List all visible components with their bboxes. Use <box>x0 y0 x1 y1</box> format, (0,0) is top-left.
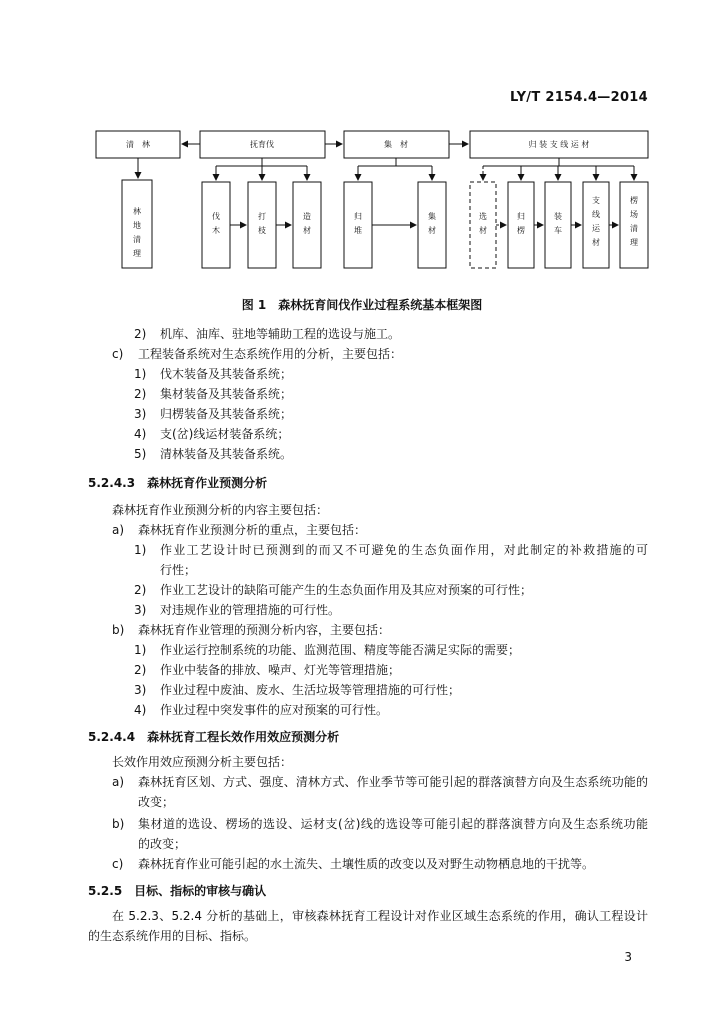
list-marker: 1) <box>134 643 147 657</box>
label-laochang-2: 场 <box>630 210 638 219</box>
label-guizhuang: 归 装 支 线 运 材 <box>528 140 590 149</box>
list-marker: 3) <box>134 407 147 421</box>
label-lindi-3: 清 <box>133 235 141 244</box>
label-fuyufa: 抚育伐 <box>250 140 274 149</box>
label-lindi-2: 地 <box>133 221 141 230</box>
list-marker: b) <box>112 623 125 637</box>
label-famu-1: 伐 <box>212 212 220 221</box>
label-zhixian-1: 支 <box>592 196 600 205</box>
list-marker: 2) <box>134 327 147 341</box>
box-zaocai <box>293 182 321 268</box>
list-item: 森林抚育作业预测分析的重点，主要包括： <box>138 523 367 537</box>
label-zhixian-2: 线 <box>592 210 600 219</box>
label-zhixian-4: 材 <box>592 238 600 247</box>
list-item: 作业过程中突发事件的应对预案的可行性。 <box>160 703 389 717</box>
box-zhuangche <box>545 182 571 268</box>
label-lindi-4: 理 <box>133 249 141 258</box>
list-item: 清林装备及其装备系统。 <box>160 447 293 461</box>
box-jicai <box>418 182 446 268</box>
label-dazhi-2: 枝 <box>258 226 266 235</box>
list-item-continuation: 改变； <box>138 795 175 809</box>
label-zhuangche-2: 车 <box>554 226 562 235</box>
list-item: 森林抚育作业可能引起的水土流失、土壤性质的改变以及对野生动物栖息地的干扰等。 <box>138 857 595 871</box>
label-zhuangche-1: 装 <box>554 212 562 221</box>
label-guidui-1: 归 <box>354 212 362 221</box>
list-item: 归楞装备及其装备系统； <box>160 407 293 421</box>
list-item-continuation: 的改变； <box>138 837 187 851</box>
list-item: 作业工艺设计时已预测到的而又不可避免的生态负面作用，对此制定的补救措施的可 <box>160 543 648 557</box>
label-laochang-1: 楞 <box>630 196 638 205</box>
list-item: 作业过程中废油、废水、生活垃圾等管理措施的可行性； <box>160 683 461 697</box>
figure-caption: 图 1 森林抚育间伐作业过程系统基本框架图 <box>241 298 483 312</box>
label-xuancai-2: 材 <box>479 226 487 235</box>
label-lindi-1: 林 <box>133 207 141 216</box>
list-marker: b) <box>112 817 125 831</box>
box-famu <box>202 182 230 268</box>
label-jicai-2: 材 <box>428 226 436 235</box>
list-marker: 5) <box>134 447 147 461</box>
list-marker: a) <box>112 775 125 789</box>
label-qinglin: 清 林 <box>126 140 150 149</box>
list-item: 森林抚育作业管理的预测分析内容，主要包括： <box>138 623 391 637</box>
label-zhixian-3: 运 <box>592 224 600 233</box>
list-item: 作业工艺设计的缺陷可能产生的生态负面作用及其应对预案的可行性； <box>160 583 533 597</box>
list-marker: 4) <box>134 703 147 717</box>
framework-diagram <box>0 0 724 290</box>
list-item: 对违规作业的管理措施的可行性。 <box>160 603 341 617</box>
list-marker: a) <box>112 523 125 537</box>
list-marker: 1) <box>134 543 147 557</box>
label-jicai-1: 集 <box>428 212 436 221</box>
list-item: 机库、油库、驻地等辅助工程的选设与施工。 <box>160 327 401 341</box>
box-guilao <box>508 182 534 268</box>
box-xuancai <box>470 182 496 268</box>
label-guilao-2: 楞 <box>517 226 525 235</box>
list-marker: 4) <box>134 427 147 441</box>
list-marker: 2) <box>134 663 147 677</box>
list-item: 作业中装备的排放、噪声、灯光等管理措施； <box>160 663 401 677</box>
list-marker: 2) <box>134 387 147 401</box>
paragraph: 森林抚育作业预测分析的内容主要包括： <box>112 503 329 517</box>
paragraph: 长效作用效应预测分析主要包括： <box>112 755 293 769</box>
label-jicai-top: 集 材 <box>384 140 408 149</box>
label-dazhi-1: 打 <box>258 212 266 221</box>
section-heading: 5.2.5 目标、指标的审核与确认 <box>88 884 267 898</box>
list-marker: 2) <box>134 583 147 597</box>
list-item: 作业运行控制系统的功能、监测范围、精度等能否满足实际的需要； <box>160 643 521 657</box>
list-item: 集材道的选设、楞场的选设、运材支(岔)线的选设等可能引起的群落演替方向及生态系统功能 <box>138 817 648 831</box>
label-zaocai-2: 材 <box>303 226 311 235</box>
list-item: 森林抚育区划、方式、强度、清林方式、作业季节等可能引起的群落演替方向及生态系统功能的 <box>138 775 648 789</box>
label-guidui-2: 堆 <box>354 226 362 235</box>
label-laochang-4: 理 <box>630 238 638 247</box>
page-number: 3 <box>624 950 632 964</box>
list-marker: 1) <box>134 367 147 381</box>
list-marker: 3) <box>134 683 147 697</box>
section-heading: 5.2.4.4 森林抚育工程长效作用效应预测分析 <box>88 730 340 744</box>
box-guidui <box>344 182 372 268</box>
label-xuancai-1: 选 <box>479 212 487 221</box>
label-guilao-1: 归 <box>517 212 525 221</box>
standard-number: LY/T 2154.4—2014 <box>510 90 648 105</box>
list-item-continuation: 行性； <box>160 563 197 577</box>
list-item: 集材装备及其装备系统； <box>160 387 293 401</box>
list-item: 工程装备系统对生态系统作用的分析，主要包括： <box>138 347 403 361</box>
paragraph: 在 5.2.3、5.2.4 分析的基础上，审核森林抚育工程设计对作业区域生态系统的作用，确认工程设计 <box>112 909 648 923</box>
box-dazhi <box>248 182 276 268</box>
list-item: 伐木装备及其装备系统； <box>160 367 293 381</box>
label-famu-2: 木 <box>212 226 220 235</box>
label-laochang-3: 清 <box>630 224 638 233</box>
section-heading: 5.2.4.3 森林抚育作业预测分析 <box>88 476 268 490</box>
label-zaocai-1: 造 <box>303 212 311 221</box>
paragraph-continuation: 的生态系统作用的目标、指标。 <box>88 929 257 943</box>
list-item: 支(岔)线运材装备系统； <box>160 427 290 441</box>
list-marker: c) <box>112 857 124 871</box>
list-marker: 3) <box>134 603 147 617</box>
list-marker: c) <box>112 347 124 361</box>
